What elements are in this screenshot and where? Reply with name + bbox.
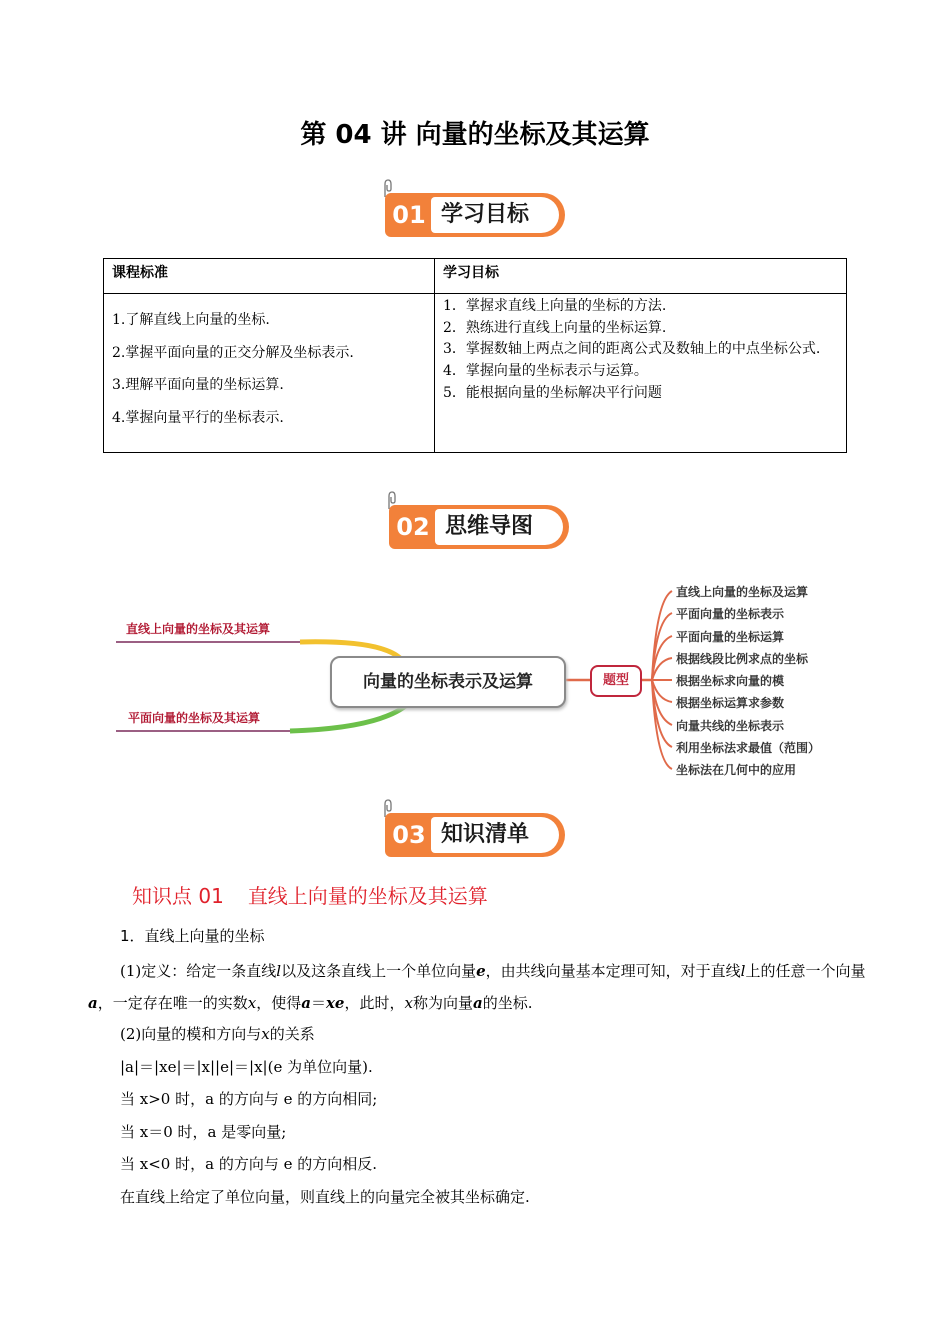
section-label: 知识清单: [441, 822, 530, 847]
mindmap-left-node-bottom: 平面向量的坐标及其运算: [128, 711, 261, 725]
var-e: e: [476, 962, 486, 980]
goal-item: 4．掌握向量的坐标表示与运算。: [443, 363, 648, 380]
bottom-branch: [290, 704, 408, 731]
case-zero: 当 x＝0 时，a 是零向量;: [120, 1123, 287, 1141]
goal-item: 5．能根据向量的坐标解决平行问题: [443, 384, 662, 401]
mindmap-right-node: 利用坐标法求最值（范围）: [676, 741, 821, 755]
mindmap-type-node: 题型: [590, 665, 642, 697]
section-label: 学习目标: [441, 202, 530, 227]
branch-1: [652, 591, 672, 680]
text-run: 的坐标.: [482, 994, 533, 1012]
mindmap-right-node: 向量共线的坐标表示: [676, 719, 785, 733]
var-a: a: [472, 994, 483, 1012]
text-run: ＝: [310, 994, 326, 1012]
mindmap-right-node: 直线上向量的坐标及运算: [676, 585, 809, 599]
relation-line: [120, 1023, 315, 1044]
section-badge-03: [385, 813, 570, 859]
var-xe: xe: [325, 994, 345, 1012]
text-run: ，此时，: [344, 994, 405, 1012]
mindmap-right-node: 平面向量的坐标表示: [676, 607, 785, 621]
section-number: 02: [396, 513, 430, 541]
var-x: x: [247, 994, 257, 1012]
standard-item: 3.理解平面向量的坐标运算.: [112, 377, 284, 393]
text-run: ，由共线向量基本定理可知，对于直线: [485, 962, 741, 980]
var-l: l: [740, 962, 746, 980]
var-l: l: [276, 962, 282, 980]
text-run: 的关系: [269, 1025, 315, 1043]
modulus-formula: |a|＝|xe|＝|x||e|＝|x|(e 为单位向量).: [120, 1058, 373, 1076]
mindmap-right-node: 平面向量的坐标运算: [676, 630, 785, 644]
knowledge-point-title: 直线上向量的坐标及其运算: [247, 884, 488, 908]
goal-item: 2．熟练进行直线上向量的坐标运算.: [443, 319, 667, 336]
text-run: ，使得: [256, 994, 302, 1012]
mindmap-right-node: 根据坐标求向量的模: [676, 674, 785, 688]
goal-item: 1．掌握求直线上向量的坐标的方法.: [443, 298, 667, 314]
text-run: ，一定存在唯一的实数: [97, 994, 248, 1012]
conclusion-line: 在直线上给定了单位向量，则直线上的向量完全被其坐标确定.: [120, 1188, 530, 1206]
section-number: 01: [392, 201, 426, 229]
var-a: a: [301, 994, 311, 1012]
definition-paragraph: [88, 955, 868, 1019]
standard-item: 1.了解直线上向量的坐标.: [112, 312, 270, 328]
table-header-goals: 学习目标: [435, 259, 847, 294]
var-x: x: [261, 1025, 270, 1043]
var-a: a: [88, 994, 98, 1012]
subsection-title: 1．直线上向量的坐标: [120, 927, 265, 945]
case-negative: 当 x<0 时，a 的方向与 e 的方向相反.: [120, 1155, 378, 1173]
section-number: 03: [392, 821, 426, 849]
text-run: (1)定义：给定一条直线: [120, 962, 277, 980]
section-label: 思维导图: [445, 514, 534, 539]
standard-item: 2.掌握平面向量的正交分解及坐标表示.: [112, 344, 354, 361]
var-x: x: [404, 994, 413, 1012]
text-run: 称为向量: [412, 994, 473, 1012]
mindmap-right-node: 根据线段比例求点的坐标: [676, 652, 809, 666]
mindmap-left-node-top: 直线上向量的坐标及其运算: [126, 622, 271, 636]
text-run: (2)向量的模和方向与: [120, 1025, 262, 1043]
text-run: 上的任意一个向量: [745, 962, 866, 980]
text-run: 以及这条直线上一个单位向量: [281, 962, 477, 980]
mindmap-center-node: 向量的坐标表示及运算: [330, 656, 566, 708]
mindmap-right-node: 根据坐标运算求参数: [676, 696, 785, 710]
mindmap-right-node: 坐标法在几何中的应用: [676, 763, 797, 777]
case-positive: 当 x>0 时，a 的方向与 e 的方向相同;: [120, 1090, 378, 1108]
goal-item: 3．掌握数轴上两点之间的距离公式及数轴上的中点坐标公式.: [443, 341, 821, 358]
standard-item: 4.掌握向量平行的坐标表示.: [112, 409, 284, 426]
page-title: 第 04 讲 向量的坐标及其运算: [300, 120, 650, 150]
knowledge-point-heading: [132, 880, 488, 909]
table-header-standards: 课程标准: [104, 259, 435, 294]
knowledge-point-label: 知识点 01: [132, 884, 224, 908]
